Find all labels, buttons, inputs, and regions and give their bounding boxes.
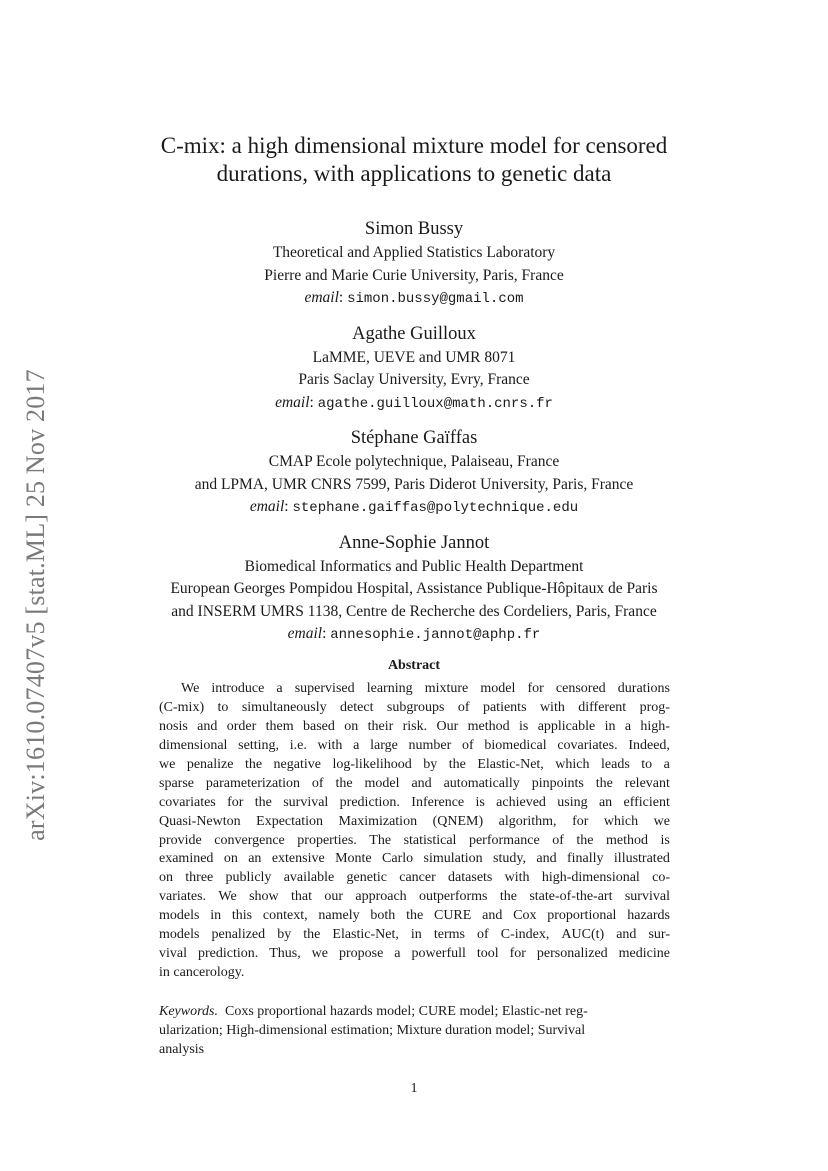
email-label: email: [275, 393, 310, 411]
email-address[interactable]: stephane.gaiffas@polytechnique.edu: [292, 500, 579, 516]
email-label: email: [287, 625, 323, 642]
abstract-line: examined on an extensive Monte Carlo simulation study, and finally illustrated: [159, 851, 670, 867]
affiliation-line: Pierre and Marie Curie University, Paris, France: [264, 266, 564, 284]
abstract-line: We introduce a supervised learning mixture model for censored durations: [181, 681, 670, 696]
email-address[interactable]: simon.bussy@gmail.com: [347, 291, 524, 307]
email-address[interactable]: agathe.guilloux@math.cnrs.fr: [317, 395, 553, 412]
abstract-line: sparse parameterization of the model and automatically pinpoints the relevant: [159, 775, 670, 791]
affiliation-line: and INSERM UMRS 1138, Centre de Recherche des Cordeliers, Paris, France: [171, 602, 657, 620]
abstract-heading: Abstract: [387, 658, 441, 673]
abstract-line: provide convergence properties. The statistical performance of the method is: [159, 832, 670, 848]
author-block: [0, 530, 828, 647]
author-name: Simon Bussy: [364, 219, 464, 239]
abstract-line: Quasi-Newton Expectation Maximization (QNEM) algorithm, for which we: [159, 813, 670, 829]
title-line: durations, with applications to genetic data: [216, 161, 612, 186]
keywords-line: [159, 1002, 670, 1021]
author-name: Anne-Sophie Jannot: [338, 532, 490, 553]
abstract-line: vival prediction. Thus, we propose a powerfull tool for personalized medicine: [159, 946, 670, 962]
author-block: [0, 216, 828, 311]
email-row: email: stephane.gaiffas@polytechnique.edu: [249, 498, 579, 516]
keywords-line: analysis: [159, 1042, 205, 1057]
email-address[interactable]: annesophie.jannot@aphp.fr: [330, 627, 541, 643]
affiliation-line: European Georges Pompidou Hospital, Assistance Publique-Hôpitaux de Paris: [170, 580, 658, 597]
affiliation-line: LaMME, UEVE and UMR 8071: [312, 348, 516, 366]
abstract-body: [159, 680, 670, 983]
email-row: email: simon.bussy@gmail.com: [304, 289, 524, 307]
author-list: [0, 216, 828, 657]
affiliation-line: CMAP Ecole polytechnique, Palaiseau, France: [268, 453, 560, 470]
email-label: email: [304, 289, 339, 306]
abstract-line: covariates for the survival prediction. Inference is achieved using an efficient: [159, 794, 670, 810]
author-block: [0, 425, 828, 520]
affiliation-line: Paris Saclay University, Evry, France: [298, 371, 530, 388]
page-number: 1: [410, 1081, 418, 1096]
abstract-line: models penalized by the Elastic-Net, in terms of C-index, AUC(t) and sur-: [159, 927, 670, 943]
abstract-line: in cancerology.: [159, 965, 245, 981]
affiliation-line: Theoretical and Applied Statistics Laboratory: [272, 244, 556, 261]
title-line: C-mix: a high dimensional mixture model for censored: [160, 133, 668, 158]
author-block: [0, 321, 828, 416]
keywords-block: [159, 1002, 670, 1059]
affiliation-line: and LPMA, UMR CNRS 7599, Paris Diderot University, Paris, France: [194, 475, 634, 493]
abstract-line: (C-mix) to simultaneously detect subgroups of patients with different prog-: [159, 699, 670, 715]
arxiv-identifier: arXiv:1610.07407v5 [stat.ML] 25 Nov 2017: [21, 369, 50, 841]
keywords-line: ularization; High-dimensional estimation; Mixture duration model; Survival: [159, 1023, 586, 1038]
abstract-line: variates. We show that our approach outperforms the state-of-the-art survival: [159, 889, 670, 905]
abstract-line: models in this context, namely both the CURE and Cox proportional hazards: [159, 908, 670, 924]
email-row: email: annesophie.jannot@aphp.fr: [287, 625, 541, 643]
abstract-line: nosis and order them based on their risk. Our method is applicable in a high-: [159, 718, 670, 734]
abstract-line: we penalize the negative log-likelihood by the Elastic-Net, which leads to a: [159, 756, 670, 772]
abstract-line: dimensional setting, i.e. with a large number of biomedical covariates. Indeed,: [159, 737, 670, 753]
paper-title: [0, 132, 828, 188]
author-name: Agathe Guilloux: [352, 323, 476, 344]
email-row: email: agathe.guilloux@math.cnrs.fr: [275, 393, 553, 412]
author-name: Stéphane Gaïffas: [350, 428, 478, 448]
keywords-label: Keywords.: [159, 1004, 218, 1019]
email-label: email: [249, 498, 285, 515]
affiliation-line: Biomedical Informatics and Public Health Department: [244, 557, 584, 575]
keywords-text: Coxs proportional hazards model; CURE model; Elastic-net reg-: [224, 1004, 588, 1019]
abstract-line: on three publicly available genetic cancer datasets with high-dimensional co-: [159, 870, 670, 886]
